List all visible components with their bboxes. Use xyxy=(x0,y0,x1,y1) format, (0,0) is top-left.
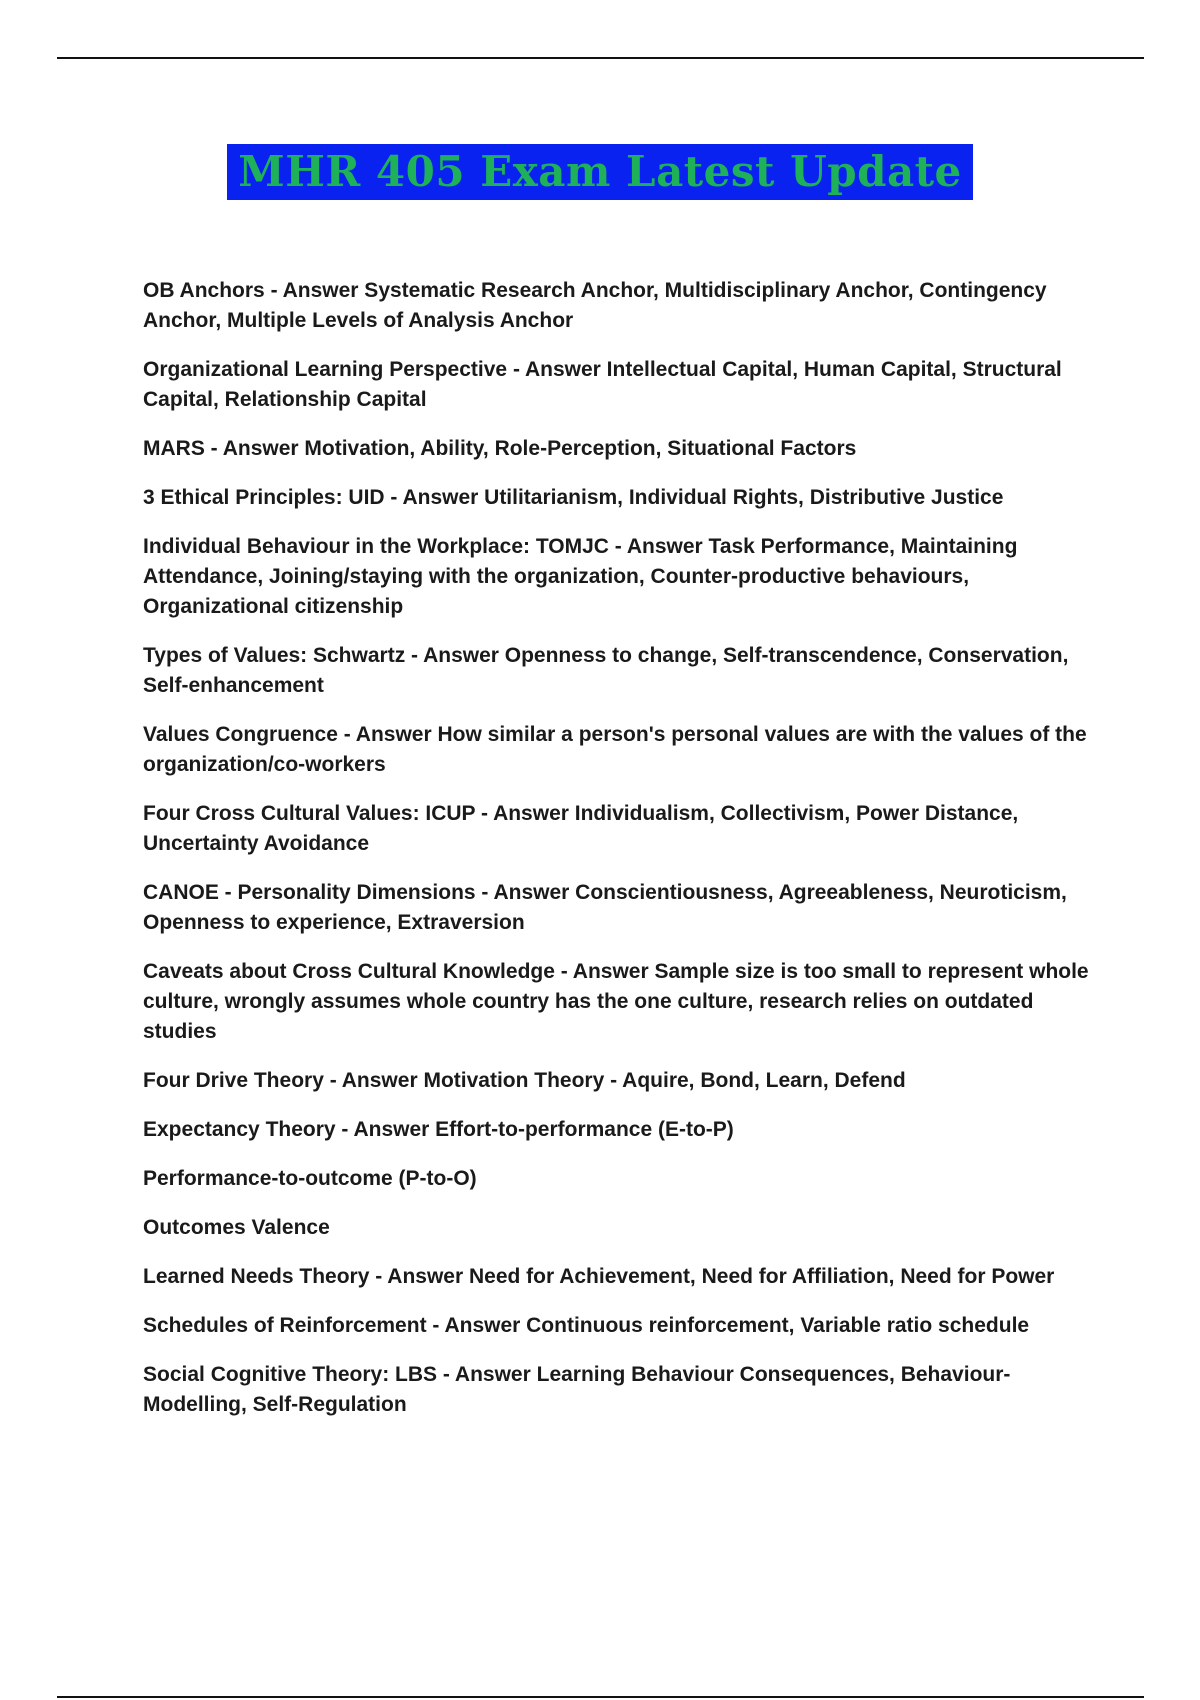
page-title: MHR 405 Exam Latest Update xyxy=(227,144,973,200)
qa-list xyxy=(143,276,1093,1439)
qa-entry: Values Congruence - Answer How similar a person's personal values are with the values of the organization/co-workers xyxy=(143,723,1087,776)
qa-entry: OB Anchors - Answer Systematic Research Anchor, Multidisciplinary Anchor, Contingency Anchor, Multiple Levels of Analysis Anchor xyxy=(143,279,1047,332)
qa-entry: Social Cognitive Theory: LBS - Answer Learning Behaviour Consequences, Behaviour-Modelling, Self-Regulation xyxy=(143,1363,1011,1416)
qa-entry: Expectancy Theory - Answer Effort-to-performance (E-to-P) xyxy=(143,1118,734,1141)
qa-entry: 3 Ethical Principles: UID - Answer Utilitarianism, Individual Rights, Distributive Justice xyxy=(143,486,1004,509)
qa-entry: Individual Behaviour in the Workplace: TOMJC - Answer Task Performance, Maintaining Attendance, Joining/staying with the organization, Counter-productive behaviours, Organizational citizenship xyxy=(143,535,1018,618)
qa-entry: Four Drive Theory - Answer Motivation Theory - Aquire, Bond, Learn, Defend xyxy=(143,1069,906,1092)
bottom-rule xyxy=(57,1696,1144,1698)
title-banner xyxy=(0,144,1200,205)
qa-entry: CANOE - Personality Dimensions - Answer Conscientiousness, Agreeableness, Neuroticism, Openness to experience, Extraversion xyxy=(143,881,1067,934)
top-rule xyxy=(57,57,1144,59)
qa-entry: MARS - Answer Motivation, Ability, Role-Perception, Situational Factors xyxy=(143,437,857,460)
qa-entry: Types of Values: Schwartz - Answer Openness to change, Self-transcendence, Conservation, Self-enhancement xyxy=(143,644,1069,697)
qa-entry: Performance-to-outcome (P-to-O) xyxy=(143,1167,477,1190)
qa-entry: Outcomes Valence xyxy=(143,1216,330,1239)
qa-entry: Schedules of Reinforcement - Answer Continuous reinforcement, Variable ratio schedule xyxy=(143,1314,1030,1337)
qa-entry: Learned Needs Theory - Answer Need for Achievement, Need for Affiliation, Need for Power xyxy=(143,1265,1055,1288)
qa-entry: Caveats about Cross Cultural Knowledge - Answer Sample size is too small to represent whole culture, wrongly assumes whole country has the one culture, research relies on outdated studies xyxy=(143,960,1089,1043)
qa-entry: Organizational Learning Perspective - Answer Intellectual Capital, Human Capital, Structural Capital, Relationship Capital xyxy=(143,358,1062,411)
qa-entry: Four Cross Cultural Values: ICUP - Answer Individualism, Collectivism, Power Distance, Uncertainty Avoidance xyxy=(143,802,1019,855)
